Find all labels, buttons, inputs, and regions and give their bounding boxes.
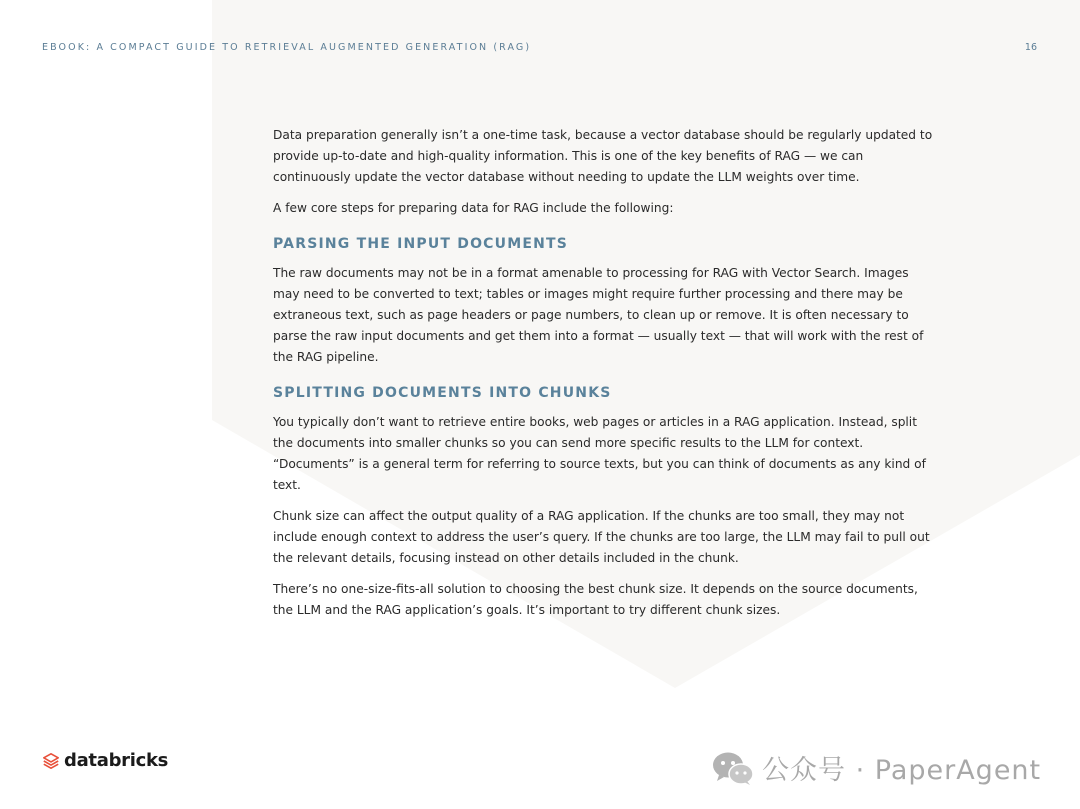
paragraph: Chunk size can affect the output quality of a RAG application. If the chunks are too small, they may not include enough context to address the user’s query. If the chunks are too large, the LLM may fail to pull out the relevant details, focusing instead on other details included in the chunk. [273,509,930,565]
paragraph: Data preparation generally isn’t a one-time task, because a vector database should be regularly updated to provide up-to-date and high-quality information. This is one of the key benefits of RAG — we can continuously update the vector database without needing to update the LLM weights over time. [273,128,933,184]
databricks-logo [42,750,168,771]
paragraph: The raw documents may not be in a format amenable to processing for RAG with Vector Search. Images may need to be converted to text; tables or images might require further processing and there may be extraneous text, such as page headers or page numbers, to clean up or remove. It is often necessary to parse the raw input documents and get them into a format — usually text — that will work with the rest of the RAG pipeline. [273,266,924,364]
paragraph: A few core steps for preparing data for RAG include the following: [273,201,674,215]
wechat-watermark [712,748,1041,787]
paragraph: There’s no one-size-fits-all solution to choosing the best chunk size. It depends on the source documents, the LLM and the RAG application’s goals. It’s important to try different chunk sizes. [273,582,918,617]
databricks-stack-icon [42,752,60,770]
page-number: 16 [1024,42,1037,53]
section-heading-chunking: SPLITTING DOCUMENTS INTO CHUNKS [273,385,612,401]
section-heading-parsing: PARSING THE INPUT DOCUMENTS [273,236,569,252]
logo-text: databricks [64,750,169,771]
wechat-icon [712,750,754,786]
main-content [273,125,933,631]
paragraph: You typically don’t want to retrieve entire books, web pages or articles in a RAG application. Instead, split the documents into smaller chunks so you can send more specific results to the LLM for context. “Documents” is a general term for referring to source texts, but you can think of documents as any kind of text. [273,415,926,492]
ebook-header-title: EBOOK: A COMPACT GUIDE TO RETRIEVAL AUGMENTED GENERATION (RAG) [42,42,532,53]
watermark-text: 公众号 · PaperAgent [762,755,1042,786]
